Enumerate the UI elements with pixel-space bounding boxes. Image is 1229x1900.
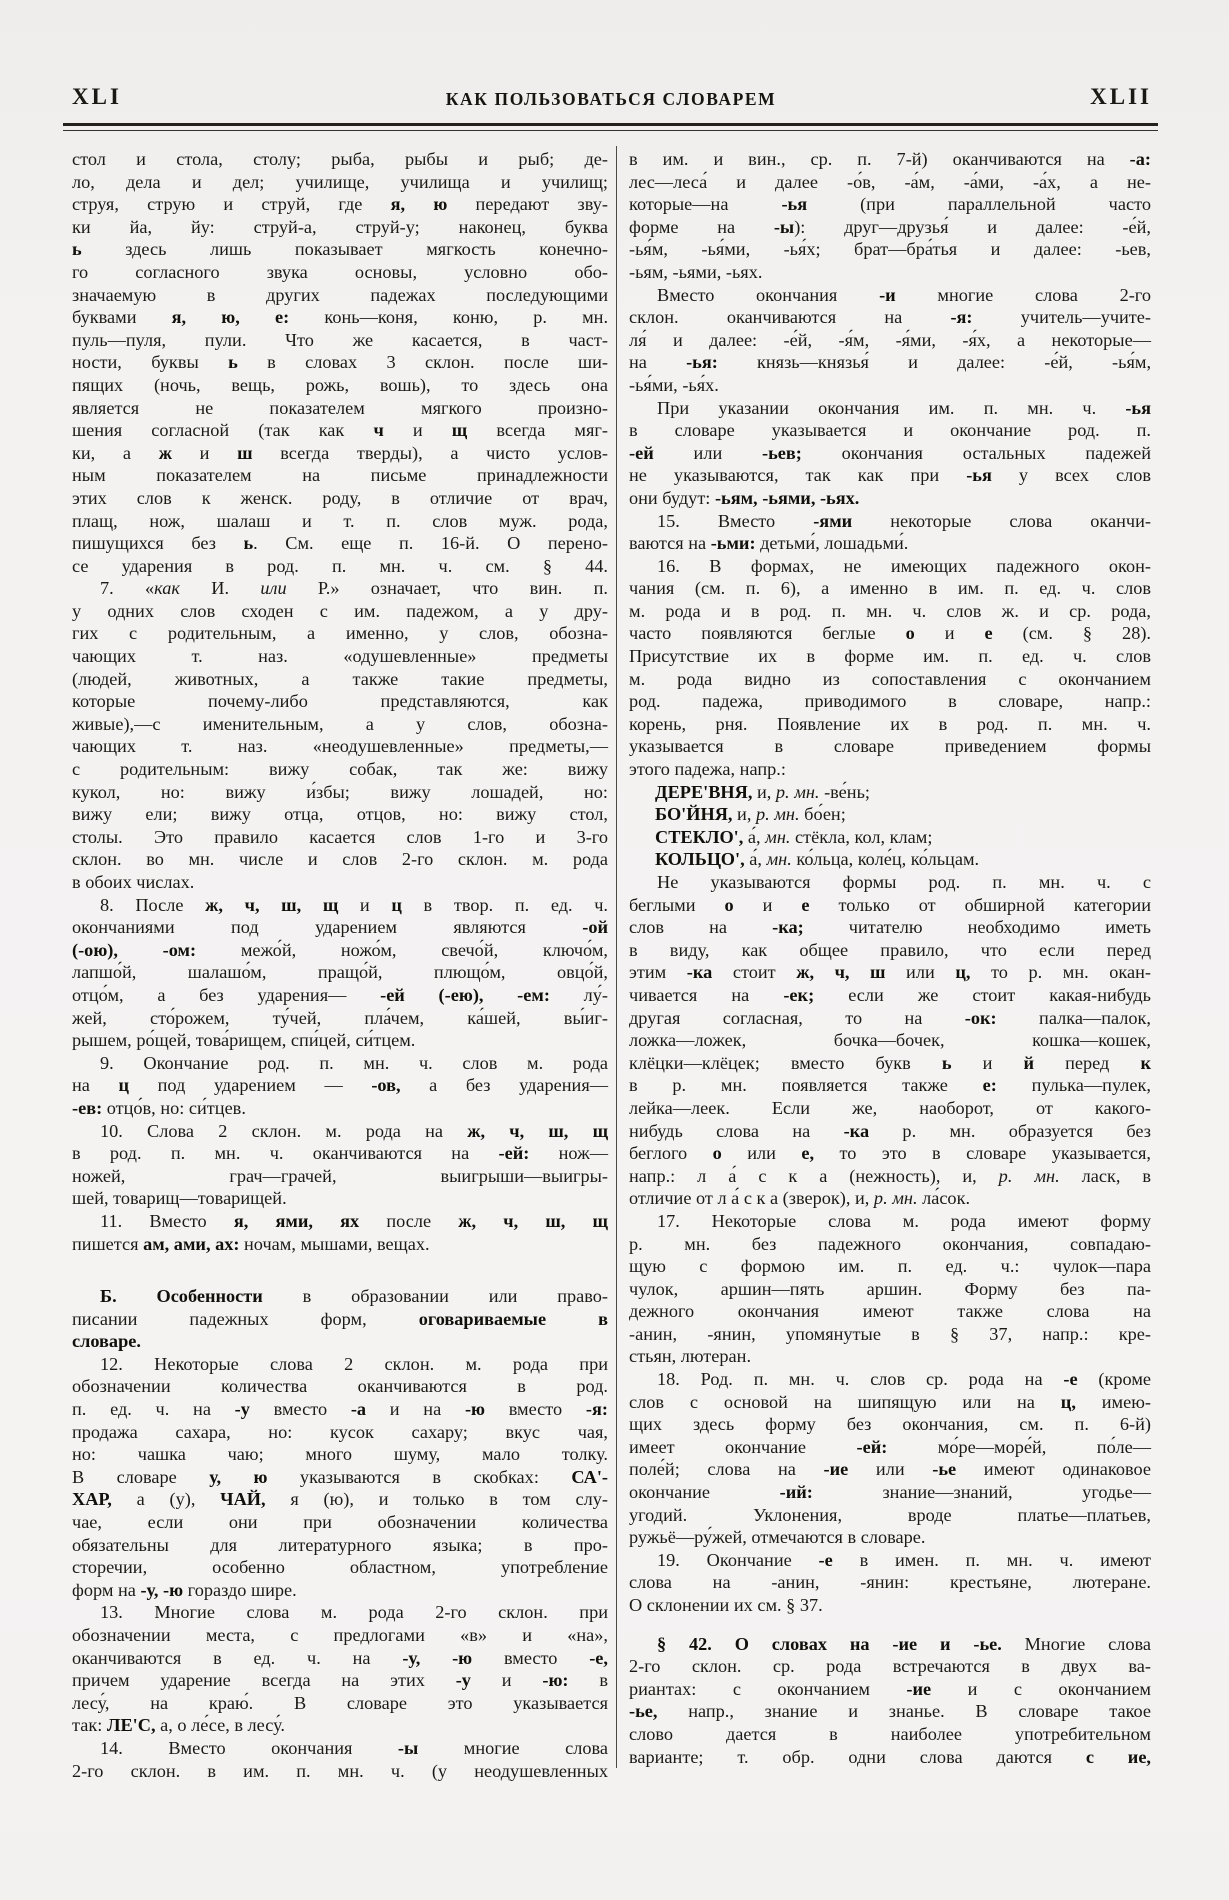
text-line: лесу́, на краю́. В словаре это указывается <box>72 1692 608 1713</box>
text-line: 16. В формах, не имеющих падежного окон- <box>657 555 1151 576</box>
text-line: 2-го склон. ср. рода встречаются в двух ва- <box>629 1656 1151 1677</box>
paragraph <box>72 1052 608 1120</box>
text-line: напр.: л а́ с к а (нежность), и, р. мн. ласк, в <box>629 1165 1152 1186</box>
text-line: столы. Это правило касается слов 1-го и 3-го <box>72 826 608 847</box>
text-line: в виду, как общее правило, что если перед <box>629 939 1151 960</box>
text-line: чающих т. наз. «неодушевленные» предметы,— <box>72 736 608 757</box>
text-line: отличие от л а́ с к а (зверок), и, р. мн. ла́сок. <box>629 1188 971 1209</box>
text-line: угодий. Уклонения, вроде платье—платьев, <box>629 1504 1151 1525</box>
text-line: ваются на -ьми: детьми́, лошадьми́. <box>629 533 909 554</box>
text-line: 2-го склон. в им. п. мн. ч. (у неодушевленных <box>72 1760 608 1781</box>
text-line: этим -ка стоит ж, ч, ш или ц, то р. мн. окан- <box>629 962 1151 983</box>
text-line: чающих т. наз. «одушевленные» предметы <box>72 646 608 667</box>
text-line: Б. Особенности в образовании или право- <box>100 1286 608 1307</box>
text-line: -ев: отцо́в, но: си́тцев. <box>72 1097 246 1118</box>
text-line: пишется ам, ами, ах: ночам, мышами, вещах. <box>72 1233 430 1254</box>
text-line: 8. После ж, ч, ш, щ и ц в твор. п. ед. ч. <box>100 894 608 915</box>
text-line: другая согласная, то на -ок: палка—палок, <box>629 1007 1151 1028</box>
text-line: жей, сто́рожем, ту́чей, пла́чем, ка́шей, вы́иг- <box>72 1007 608 1028</box>
text-line: ложка—ложек, бочка—бочек, кошка—кошек, <box>629 1030 1151 1051</box>
column-divider-rule <box>616 146 617 1768</box>
text-line: ХАР, а (у), ЧАЙ, я (ю), и только в том слу- <box>72 1489 608 1510</box>
text-line: БО'ЙНЯ, и, р. мн. бо́ен; <box>655 804 846 825</box>
text-line: 11. Вместо я, ями, ях после ж, ч, ш, щ <box>100 1210 608 1231</box>
paragraph <box>72 1353 608 1602</box>
text-line: ля́ и далее: -е́й, -я́м, -я́ми, -я́х, а некоторые— <box>629 329 1151 350</box>
text-line: чивается на -ек; если же стоит какая-нибудь <box>629 984 1151 1005</box>
text-line: они будут: -ьям, -ьями, -ьях. <box>629 487 860 508</box>
text-line: у одних слов сходен с им. падежом, а у дру- <box>72 600 608 621</box>
text-line: ности, буквы ь в словах 3 склон. после ши- <box>72 352 608 373</box>
text-line: так: ЛЕ'С, а, о ле́се, в лесу́. <box>72 1715 285 1736</box>
text-line: но: чашка чаю; много шуму, мало толку. <box>72 1444 608 1465</box>
text-line: лейка—леек. Если же, наоборот, от какого- <box>629 1097 1151 1118</box>
text-line: слов на -ка; читателю необходимо иметь <box>629 917 1151 938</box>
text-line: дежного окончания имеют также слова на <box>629 1301 1151 1322</box>
text-line: часто появляются беглые о и е (см. § 28). <box>629 623 1151 644</box>
text-line: В словаре у, ю указываются в скобках: СА'- <box>72 1466 608 1487</box>
text-line: 14. Вместо окончания -ы многие слова <box>100 1737 608 1758</box>
text-line: -ья́м, -ья́ми, -ья́х; брат—бра́тья и далее: -ьев, <box>629 239 1151 260</box>
text-line: 9. Окончание род. п. мн. ч. слов м. рода <box>100 1052 608 1073</box>
text-line: слов с основой на шипящую или на ц, имею- <box>629 1391 1151 1412</box>
text-line: стол и стола, столу; рыба, рыбы и рыб; де- <box>72 149 608 169</box>
text-line: писании падежных форм, оговариваемые в <box>72 1308 609 1329</box>
text-line: 17. Некоторые слова м. рода имеют форму <box>657 1210 1151 1231</box>
text-line: чае, если они при обозначении количества <box>72 1512 608 1533</box>
text-line: стьян, лютеран. <box>629 1346 752 1367</box>
paragraph <box>629 555 1151 781</box>
text-line: § 42. О словах на -ие и -ье. Многие слова <box>657 1633 1151 1654</box>
text-line: окончаниями под ударением являются -ой <box>72 917 608 938</box>
text-line: го согласного звука основы, условно обо- <box>72 261 608 282</box>
text-line: в словаре указывается и окончание род. п. <box>629 420 1151 441</box>
paragraph <box>629 148 1151 284</box>
paragraph <box>72 577 608 893</box>
text-line: шения согласной (так как ч и щ всегда мяг- <box>72 420 608 441</box>
paragraph <box>72 1601 608 1737</box>
paragraph <box>629 284 1151 397</box>
text-line: сторечии, особенно областном, употребление <box>72 1557 608 1578</box>
text-line: продажа сахара, но: кусок сахару; вкус чая, <box>72 1421 608 1442</box>
text-line: щую с формою им. п. ед. ч.: чулок—пара <box>629 1256 1151 1277</box>
paragraph <box>72 1285 608 1353</box>
running-title: КАК ПОЛЬЗОВАТЬСЯ СЛОВАРЕМ <box>445 89 777 109</box>
text-line: Не указываются формы род. п. мн. ч. с <box>657 872 1151 892</box>
text-line: обозначении места, с предлогами «в» и «на», <box>72 1625 608 1645</box>
text-line: причем ударение всегда на этих -у и -ю: в <box>72 1670 608 1691</box>
text-line: СТЕКЛО', а́, мн. стёкла, кол, клам; <box>655 826 933 847</box>
text-line: Вместо окончания -и многие слова 2-го <box>657 284 1151 305</box>
text-line: этого падежа, напр.: <box>629 759 786 780</box>
text-line: словаре. <box>72 1331 141 1352</box>
text-line: значаемую в других падежах последующими <box>72 284 608 305</box>
text-column-right <box>629 148 1151 1768</box>
paragraph <box>72 1120 608 1210</box>
text-line: указывается в словаре приведением формы <box>629 736 1151 757</box>
text-line: не указываются, так как при -ья у всех слов <box>629 465 1151 486</box>
text-line: -ье, напр., знание и знанье. В словаре такое <box>629 1701 1151 1722</box>
text-line: поле́й; слова на -ие или -ье имеют одинаковое <box>629 1459 1151 1480</box>
text-line: 10. Слова 2 склон. м. рода на ж, ч, ш, щ <box>100 1120 609 1141</box>
text-line: ки йа, йу: струй-а, струй-у; наконец, буква <box>72 216 608 237</box>
paragraph <box>629 1368 1151 1549</box>
text-line: м. рода и в род. п. мн. ч. слов ж. и ср. рода, <box>629 600 1151 621</box>
text-line: беглыми о и е только от обширной категории <box>629 894 1151 915</box>
text-line: плащ, нож, шалаш и т. п. слов муж. рода, <box>72 510 608 531</box>
text-line: При указании окончания им. п. мн. ч. -ья <box>657 397 1151 418</box>
text-line: шей, товарищ—товарищей. <box>72 1188 287 1209</box>
text-line: ДЕРЕ'ВНЯ, и, р. мн. -ве́нь; <box>655 781 870 802</box>
text-line: обозначении количества оканчиваются в род. <box>72 1376 608 1397</box>
text-line: -ья́ми, -ья́х. <box>629 374 719 395</box>
text-line: (людей, животных, а также такие предметы, <box>72 668 608 689</box>
text-line: буквами я, ю, е: конь—коня, коню, р. мн. <box>72 307 609 328</box>
text-line: риантах: с окончанием -ие и с окончанием <box>629 1678 1151 1699</box>
text-line: обязательны для литературного языка; в про- <box>72 1534 608 1555</box>
text-line: клёцки—клёцек; вместо букв ь и й перед к <box>629 1052 1151 1073</box>
text-line: п. ед. ч. на -у вместо -а и на -ю вместо -я: <box>72 1399 608 1420</box>
text-line: корень, рня. Появление их в род. п. мн. ч. <box>629 713 1151 734</box>
text-line: 19. Окончание -е в имен. п. мн. ч. имеют <box>657 1549 1151 1570</box>
text-line: нибудь слова на -ка р. мн. образуется без <box>629 1120 1151 1141</box>
text-line: р. мн. без падежного окончания, совпадаю- <box>629 1233 1151 1254</box>
text-line: -ьям, -ьями, -ьях. <box>629 261 763 282</box>
text-column-left <box>72 148 608 1782</box>
text-line: лапшо́й, шалашо́м, пращо́й, плющо́м, овцо́й, <box>72 962 608 983</box>
text-line: слова на -анин, -янин: крестьяне, лютеране. <box>629 1572 1151 1593</box>
text-line: щих здесь форму без окончания, см. п. 6-й) <box>629 1414 1151 1435</box>
text-line: этих слов к женск. роду, в отличие от врач, <box>72 487 608 508</box>
text-line: пишущихся без ь. См. еще п. 16-й. О перено- <box>72 533 608 554</box>
text-line: чулок, аршин—пять аршин. Форму без па- <box>629 1278 1151 1299</box>
text-line: КОЛЬЦО', а́, мн. ко́льца, коле́ц, ко́льцам. <box>655 849 980 870</box>
text-line: в р. мн. появляется также е: пулька—пулек, <box>629 1075 1151 1096</box>
text-line: пуль—пуля, пули. Что же касается, в част- <box>72 329 608 350</box>
text-line: в обоих числах. <box>72 872 195 892</box>
text-line: форме на -ы): друг—друзья́ и далее: -е́й, <box>629 216 1151 237</box>
paragraph <box>629 397 1151 510</box>
text-line: вижу ели; вижу отца, отцов, но: вижу стол, <box>72 804 608 825</box>
text-line: форм на -у, -ю гораздо шире. <box>72 1579 297 1600</box>
text-line: ножей, грач—грачей, выигрыши—выигры- <box>72 1165 608 1186</box>
text-line: отцо́м, а без ударения— -ей (-ею), -ем: лу́- <box>72 984 608 1005</box>
text-line: слово дается в наиболее употребительном <box>629 1723 1151 1744</box>
header-rule <box>63 123 1158 131</box>
text-line: окончание -ий: знание—знаний, угодье— <box>629 1482 1152 1503</box>
text-line: на -ья: князь—князья́ и далее: -е́й, -ья́м, <box>629 352 1152 373</box>
text-line: которые почему-либо представляются, как <box>72 691 608 712</box>
text-line: 18. Род. п. мн. ч. слов ср. рода на -е (кроме <box>657 1369 1152 1390</box>
text-line: беглого о или е, то это в словаре указывается, <box>629 1143 1151 1164</box>
paragraph <box>72 894 608 1052</box>
page-number-left: XLI <box>72 84 122 109</box>
text-line: -анин, -янин, упомянутые в § 37, напр.: кре- <box>629 1323 1151 1344</box>
text-line: 12. Некоторые слова 2 склон. м. рода при <box>100 1353 608 1374</box>
text-line: оканчиваются в ед. ч. на -у, -ю вместо -е, <box>72 1647 608 1668</box>
text-line: лес—леса́ и далее -о́в, -а́м, -а́ми, -а́х, а не- <box>629 171 1151 192</box>
text-line: струя, струю и струй, где я, ю передают зву- <box>72 194 608 215</box>
text-line: пящих (ночь, вещь, рожь, вошь), то здесь она <box>72 374 608 395</box>
text-line: рышем, ро́щей, това́рищем, спи́цей, си́тцем. <box>72 1030 416 1051</box>
text-line: является не показателем мягкого произно- <box>72 397 608 418</box>
text-line: склон. оканчиваются на -я: учитель—учите- <box>629 307 1152 328</box>
paragraph <box>629 1210 1151 1368</box>
text-line: 15. Вместо -ями некоторые слова оканчи- <box>657 510 1151 531</box>
paragraph <box>72 1737 608 1782</box>
running-head <box>70 84 1152 118</box>
text-line: живые),—с именительным, а у слов, обозна- <box>72 713 608 734</box>
paragraph <box>629 510 1151 555</box>
text-line: в им. и вин., ср. п. 7-й) оканчиваются на -а: <box>629 149 1151 169</box>
paragraph <box>629 1633 1151 1769</box>
text-line: ным показателем на письме принадлежности <box>72 465 608 486</box>
text-line: с родительным: вижу собак, так же: вижу <box>72 759 608 780</box>
text-line: О склонении их см. § 37. <box>629 1595 823 1615</box>
text-line: се ударения в род. п. мн. ч. см. § 44. <box>72 555 608 576</box>
text-line: ки, а ж и ш всегда тверды), а чисто услов- <box>72 442 608 463</box>
text-line: (-ою), -ом: межо́й, ножо́м, свечо́й, ключо́м, <box>72 939 608 960</box>
text-line: склон. во мн. числе и слов 2-го склон. м. рода <box>72 849 608 870</box>
text-line: ружьё—ру́жей, отмечаются в словаре. <box>629 1527 926 1548</box>
text-line: кукол, но: вижу и́збы; вижу лошадей, но: <box>72 781 608 802</box>
text-line: -ей или -ьев; окончания остальных падежей <box>629 442 1151 463</box>
text-line: имеет окончание -ей: мо́ре—море́й, по́ле— <box>629 1436 1152 1457</box>
text-line: ь здесь лишь показывает мягкость конечно- <box>72 239 608 260</box>
paragraph <box>72 148 608 577</box>
text-line: род. падежа, приводимого в словаре, напр.: <box>629 691 1151 712</box>
text-line: 7. «как И. или Р.» означает, что вин. п. <box>100 578 608 599</box>
text-line: гих с родительным, а именно, у слов, обозна- <box>72 623 608 644</box>
dictionary-entry-group <box>629 781 1151 871</box>
text-line: ло, дела и дел; училище, училища и училищ; <box>72 171 608 192</box>
paragraph <box>72 1210 608 1255</box>
text-line: 13. Многие слова м. рода 2-го склон. при <box>100 1602 608 1623</box>
text-line: на ц под ударением — -ов, а без ударения— <box>72 1075 609 1096</box>
text-line: которые—на -ья (при параллельной часто <box>629 194 1151 215</box>
text-line: м. рода видно из сопоставления с окончанием <box>629 668 1151 689</box>
text-line: чания (см. п. 6), а именно в им. п. ед. ч. слов <box>629 578 1151 599</box>
paragraph <box>629 1549 1151 1617</box>
text-line: в род. п. мн. ч. оканчиваются на -ей: нож— <box>72 1143 608 1164</box>
text-line: Присутствие их в форме им. п. ед. ч. слов <box>629 646 1151 667</box>
paragraph <box>629 871 1151 1210</box>
page-number-right: XLII <box>1090 84 1152 109</box>
text-line: варианте; т. обр. одни слова даются с ие, <box>629 1746 1152 1767</box>
